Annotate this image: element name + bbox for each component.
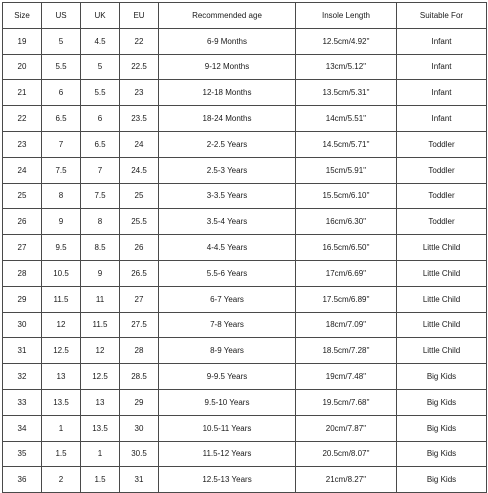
table-row xyxy=(3,183,487,209)
cell-eu: 31 xyxy=(120,467,159,493)
cell-insole-length: 18cm/7.09'' xyxy=(296,312,397,338)
cell-size: 21 xyxy=(3,80,42,106)
table-row xyxy=(3,106,487,132)
cell-size: 29 xyxy=(3,286,42,312)
cell-eu: 30 xyxy=(120,415,159,441)
cell-insole-length: 15.5cm/6.10'' xyxy=(296,183,397,209)
cell-size: 26 xyxy=(3,209,42,235)
cell-eu: 25 xyxy=(120,183,159,209)
cell-size: 34 xyxy=(3,415,42,441)
cell-uk: 7 xyxy=(81,157,120,183)
header-recommended-age: Recommended age xyxy=(159,3,296,29)
size-chart-table xyxy=(2,2,487,493)
cell-us: 2 xyxy=(42,467,81,493)
cell-eu: 23.5 xyxy=(120,106,159,132)
cell-us: 13 xyxy=(42,364,81,390)
header-eu: EU xyxy=(120,3,159,29)
cell-suitable-for: Big Kids xyxy=(397,364,487,390)
cell-insole-length: 14.5cm/5.71'' xyxy=(296,131,397,157)
cell-insole-length: 17cm/6.69'' xyxy=(296,260,397,286)
cell-uk: 13 xyxy=(81,389,120,415)
table-row xyxy=(3,54,487,80)
table-row xyxy=(3,235,487,261)
cell-uk: 12.5 xyxy=(81,364,120,390)
table-row xyxy=(3,312,487,338)
header-us: US xyxy=(42,3,81,29)
cell-uk: 4.5 xyxy=(81,28,120,54)
cell-suitable-for: Little Child xyxy=(397,260,487,286)
cell-us: 12 xyxy=(42,312,81,338)
cell-us: 8 xyxy=(42,183,81,209)
cell-suitable-for: Little Child xyxy=(397,235,487,261)
cell-us: 1.5 xyxy=(42,441,81,467)
cell-insole-length: 16cm/6.30'' xyxy=(296,209,397,235)
cell-recommended-age: 4-4.5 Years xyxy=(159,235,296,261)
cell-insole-length: 21cm/8.27'' xyxy=(296,467,397,493)
cell-uk: 7.5 xyxy=(81,183,120,209)
cell-recommended-age: 6-9 Months xyxy=(159,28,296,54)
cell-us: 11.5 xyxy=(42,286,81,312)
cell-eu: 27.5 xyxy=(120,312,159,338)
cell-size: 23 xyxy=(3,131,42,157)
cell-uk: 13.5 xyxy=(81,415,120,441)
table-row xyxy=(3,286,487,312)
cell-eu: 29 xyxy=(120,389,159,415)
cell-uk: 11.5 xyxy=(81,312,120,338)
cell-insole-length: 18.5cm/7.28'' xyxy=(296,338,397,364)
cell-eu: 30.5 xyxy=(120,441,159,467)
cell-recommended-age: 18-24 Months xyxy=(159,106,296,132)
cell-eu: 24 xyxy=(120,131,159,157)
cell-eu: 22 xyxy=(120,28,159,54)
cell-us: 9.5 xyxy=(42,235,81,261)
cell-recommended-age: 6-7 Years xyxy=(159,286,296,312)
cell-suitable-for: Toddler xyxy=(397,131,487,157)
cell-uk: 5 xyxy=(81,54,120,80)
table-row xyxy=(3,415,487,441)
cell-size: 27 xyxy=(3,235,42,261)
cell-uk: 1 xyxy=(81,441,120,467)
cell-size: 28 xyxy=(3,260,42,286)
cell-recommended-age: 2.5-3 Years xyxy=(159,157,296,183)
cell-uk: 6.5 xyxy=(81,131,120,157)
cell-insole-length: 12.5cm/4.92'' xyxy=(296,28,397,54)
header-suitable-for: Suitable For xyxy=(397,3,487,29)
header-row xyxy=(3,3,487,29)
cell-eu: 28 xyxy=(120,338,159,364)
cell-eu: 28.5 xyxy=(120,364,159,390)
cell-insole-length: 20cm/7.87'' xyxy=(296,415,397,441)
cell-size: 35 xyxy=(3,441,42,467)
cell-uk: 5.5 xyxy=(81,80,120,106)
cell-us: 6 xyxy=(42,80,81,106)
cell-recommended-age: 9-9.5 Years xyxy=(159,364,296,390)
cell-eu: 26 xyxy=(120,235,159,261)
cell-uk: 12 xyxy=(81,338,120,364)
table-row xyxy=(3,441,487,467)
cell-size: 33 xyxy=(3,389,42,415)
cell-recommended-age: 12-18 Months xyxy=(159,80,296,106)
table-row xyxy=(3,260,487,286)
cell-suitable-for: Infant xyxy=(397,54,487,80)
header-uk: UK xyxy=(81,3,120,29)
cell-us: 5 xyxy=(42,28,81,54)
cell-suitable-for: Infant xyxy=(397,106,487,132)
cell-recommended-age: 2-2.5 Years xyxy=(159,131,296,157)
cell-size: 25 xyxy=(3,183,42,209)
table-row xyxy=(3,467,487,493)
cell-size: 22 xyxy=(3,106,42,132)
cell-recommended-age: 10.5-11 Years xyxy=(159,415,296,441)
cell-recommended-age: 9-12 Months xyxy=(159,54,296,80)
cell-insole-length: 19.5cm/7.68'' xyxy=(296,389,397,415)
cell-insole-length: 16.5cm/6.50'' xyxy=(296,235,397,261)
cell-size: 30 xyxy=(3,312,42,338)
table-row xyxy=(3,28,487,54)
cell-recommended-age: 9.5-10 Years xyxy=(159,389,296,415)
cell-size: 24 xyxy=(3,157,42,183)
cell-us: 10.5 xyxy=(42,260,81,286)
cell-recommended-age: 3.5-4 Years xyxy=(159,209,296,235)
cell-suitable-for: Little Child xyxy=(397,338,487,364)
cell-size: 19 xyxy=(3,28,42,54)
cell-uk: 11 xyxy=(81,286,120,312)
cell-eu: 26.5 xyxy=(120,260,159,286)
cell-insole-length: 13.5cm/5.31'' xyxy=(296,80,397,106)
cell-size: 32 xyxy=(3,364,42,390)
cell-uk: 6 xyxy=(81,106,120,132)
table-row xyxy=(3,80,487,106)
cell-uk: 9 xyxy=(81,260,120,286)
table-row xyxy=(3,364,487,390)
cell-us: 7 xyxy=(42,131,81,157)
table-row xyxy=(3,209,487,235)
table-body xyxy=(3,28,487,492)
cell-eu: 22.5 xyxy=(120,54,159,80)
cell-eu: 25.5 xyxy=(120,209,159,235)
cell-eu: 23 xyxy=(120,80,159,106)
cell-size: 20 xyxy=(3,54,42,80)
cell-eu: 27 xyxy=(120,286,159,312)
cell-suitable-for: Big Kids xyxy=(397,441,487,467)
cell-recommended-age: 12.5-13 Years xyxy=(159,467,296,493)
cell-uk: 1.5 xyxy=(81,467,120,493)
header-insole-length: Insole Length xyxy=(296,3,397,29)
cell-recommended-age: 7-8 Years xyxy=(159,312,296,338)
cell-us: 9 xyxy=(42,209,81,235)
cell-suitable-for: Big Kids xyxy=(397,415,487,441)
cell-suitable-for: Toddler xyxy=(397,209,487,235)
cell-insole-length: 19cm/7.48'' xyxy=(296,364,397,390)
table-row xyxy=(3,157,487,183)
cell-size: 31 xyxy=(3,338,42,364)
table-row xyxy=(3,131,487,157)
cell-us: 7.5 xyxy=(42,157,81,183)
cell-us: 1 xyxy=(42,415,81,441)
cell-suitable-for: Big Kids xyxy=(397,467,487,493)
header-size: Size xyxy=(3,3,42,29)
cell-suitable-for: Infant xyxy=(397,80,487,106)
cell-recommended-age: 8-9 Years xyxy=(159,338,296,364)
cell-us: 5.5 xyxy=(42,54,81,80)
cell-suitable-for: Little Child xyxy=(397,312,487,338)
cell-insole-length: 15cm/5.91'' xyxy=(296,157,397,183)
cell-us: 13.5 xyxy=(42,389,81,415)
cell-suitable-for: Toddler xyxy=(397,183,487,209)
cell-insole-length: 13cm/5.12'' xyxy=(296,54,397,80)
cell-eu: 24.5 xyxy=(120,157,159,183)
cell-suitable-for: Little Child xyxy=(397,286,487,312)
cell-insole-length: 17.5cm/6.89'' xyxy=(296,286,397,312)
table-row xyxy=(3,338,487,364)
cell-suitable-for: Toddler xyxy=(397,157,487,183)
cell-insole-length: 20.5cm/8.07'' xyxy=(296,441,397,467)
cell-us: 12.5 xyxy=(42,338,81,364)
cell-size: 36 xyxy=(3,467,42,493)
cell-recommended-age: 5.5-6 Years xyxy=(159,260,296,286)
table-row xyxy=(3,389,487,415)
cell-uk: 8.5 xyxy=(81,235,120,261)
cell-uk: 8 xyxy=(81,209,120,235)
cell-suitable-for: Big Kids xyxy=(397,389,487,415)
cell-suitable-for: Infant xyxy=(397,28,487,54)
cell-insole-length: 14cm/5.51'' xyxy=(296,106,397,132)
cell-recommended-age: 11.5-12 Years xyxy=(159,441,296,467)
cell-us: 6.5 xyxy=(42,106,81,132)
cell-recommended-age: 3-3.5 Years xyxy=(159,183,296,209)
